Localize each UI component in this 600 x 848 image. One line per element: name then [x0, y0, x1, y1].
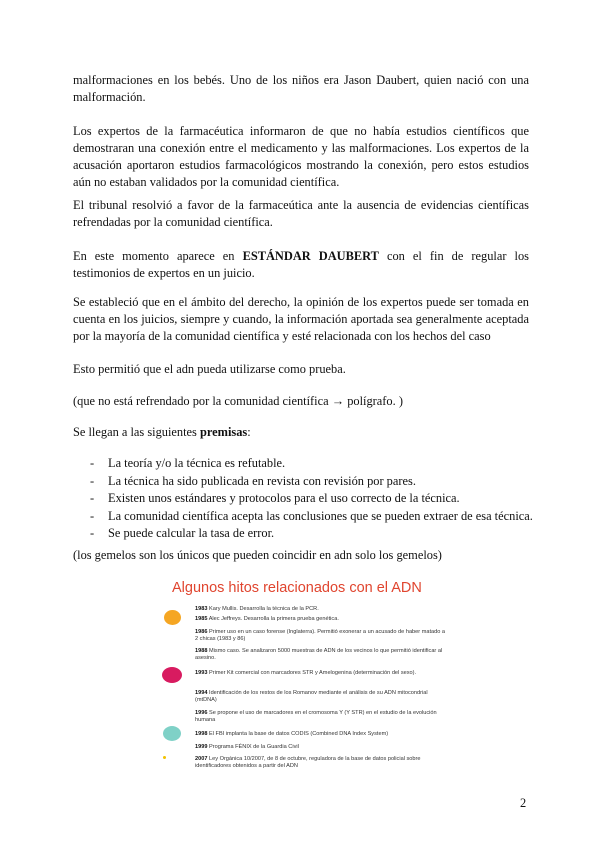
milestone-year: 1994: [195, 690, 208, 696]
list-dash: -: [90, 508, 95, 523]
standard-text-after: con el fin de regular los testimonios de expertos en un juicio.: [73, 249, 529, 280]
paragraph-standard: [73, 248, 529, 282]
list-item: [90, 490, 533, 508]
milestone-text: Ley Orgánica 10/2007, de 8 de octubre, reguladora de la base de datos policial sobre identificadores obtenidos a partir del ADN: [195, 756, 421, 770]
milestone-text: Alec Jeffreys. Desarrolla la primera prueba genética.: [208, 616, 339, 622]
milestone-text: Primer uso en un caso forense (Inglaterra). Permitió exonerar a un acusado de haber matado a 2 chicas (1983 y 86): [195, 629, 446, 643]
teal-dot-icon: [163, 726, 181, 741]
premise-text: La técnica ha sido publicada en revista con revisión por pares.: [108, 473, 416, 488]
paragraph-tribunal: El tribunal resolvió a favor de la farmaceútica ante la ausencia de evidencias científicas refrendadas por la comunidad científica.: [73, 198, 529, 229]
milestone-year: 1999: [195, 744, 208, 750]
paragraph-expert-opinion: Se estableció que en el ámbito del derecho, la opinión de los expertos puede ser tomada en cuenta en los juicios, siempre y cuando, la información aportada sea generalmente aceptada por la mayoría de la comunidad científica y esté relacionada con los hechos del caso: [73, 295, 529, 343]
list-dash: -: [90, 456, 95, 470]
paragraph-dna-evidence: Esto permitió que el adn pueda utilizarse como prueba.: [73, 362, 346, 376]
milestone-item: [195, 731, 445, 738]
milestone-item: [195, 616, 445, 623]
page-number: 2: [520, 796, 527, 810]
milestone-year: 2007: [195, 756, 208, 762]
paragraph-polygraph: (que no está refrendado por la comunidad científica → polígrafo. ): [73, 394, 403, 408]
list-item: [90, 473, 533, 491]
milestone-item: [195, 670, 445, 677]
milestone-text: Identificación de los restos de los Romanov mediante el análisis de su ADN mitocondrial (mtDNA): [195, 690, 428, 704]
pink-dot-icon: [162, 667, 182, 683]
standard-text-before: En este momento aparece en: [73, 249, 243, 263]
paragraph-daubert-intro: malformaciones en los bebés. Uno de los niños era Jason Daubert, quien nació con una malformación.: [73, 73, 529, 104]
milestone-item: [195, 744, 445, 751]
premise-text: Existen unos estándares y protocolos para el uso correcto de la técnica.: [108, 491, 460, 506]
premise-text: La comunidad científica acepta las conclusiones que se pueden extraer de esa técnica.: [108, 508, 533, 523]
milestone-item: [195, 710, 445, 725]
milestone-year: 1988: [195, 648, 208, 654]
milestone-year: 1998: [195, 731, 208, 737]
milestone-text: El FBI implanta la base de datos CODIS (Combined DNA Index System): [209, 731, 389, 737]
list-dash: -: [90, 473, 95, 488]
premise-text: La teoría y/o la técnica es refutable.: [108, 456, 286, 470]
milestone-text: Se propone el uso de marcadores en el cromosoma Y (Y STR) en el estudio de la evolución humana: [195, 710, 437, 724]
orange-dot-icon: [164, 610, 181, 625]
list-item: [90, 455, 533, 473]
milestone-text: Mismo caso. Se analizaron 5000 muestras de ADN de los vecinos lo que permitió identificar al asesino.: [195, 648, 443, 662]
milestone-item: [195, 648, 445, 663]
paragraph-premises-intro: [73, 424, 529, 441]
list-dash: -: [90, 526, 95, 541]
milestone-text: Programa FÉNIX de la Guardia Civil: [209, 744, 299, 750]
standard-name: ESTÁNDAR DAUBERT: [242, 249, 379, 263]
milestone-item: [195, 606, 445, 613]
milestone-year: 1985: [195, 616, 208, 622]
milestone-year: 1983: [195, 606, 208, 612]
milestone-year: 1993: [195, 670, 208, 676]
milestone-year: 1996: [195, 710, 208, 716]
list-dash: -: [90, 491, 95, 506]
list-item: [90, 508, 533, 526]
premises-list: [90, 455, 533, 543]
figure-title: Algunos hitos relacionados con el ADN: [172, 580, 422, 596]
list-item: [90, 525, 533, 543]
milestone-text: Kary Mullis. Desarrolla la técnica de la PCR.: [209, 606, 319, 612]
paragraph-twins: (los gemelos son los únicos que pueden coincidir en adn solo los gemelos): [73, 548, 442, 562]
paragraph-experts: Los expertos de la farmacéutica informaron de que no había estudios científicos que demostraran una conexión entre el medicamento y las malformaciones. Los expertos de la acusación aportaron estudios farmacológicos mostrando la conexión, pero estos estudios aún no estaban validados por la comunidad científica.: [73, 124, 529, 189]
premise-text: Se puede calcular la tasa de error.: [108, 526, 275, 541]
dna-milestones-figure: [160, 580, 450, 770]
premises-text-before: Se llegan a las siguientes: [73, 425, 200, 439]
milestone-item: [195, 756, 445, 771]
milestone-text: Primer Kit comercial con marcadores STR y Amelogenina (determinación del sexo).: [209, 670, 417, 676]
yellow-dot-icon: [163, 756, 166, 759]
premises-word: premisas: [199, 425, 248, 439]
milestone-year: 1986: [195, 629, 208, 635]
premises-colon: :: [247, 425, 251, 439]
milestone-item: [195, 629, 445, 644]
milestone-item: [195, 690, 445, 705]
